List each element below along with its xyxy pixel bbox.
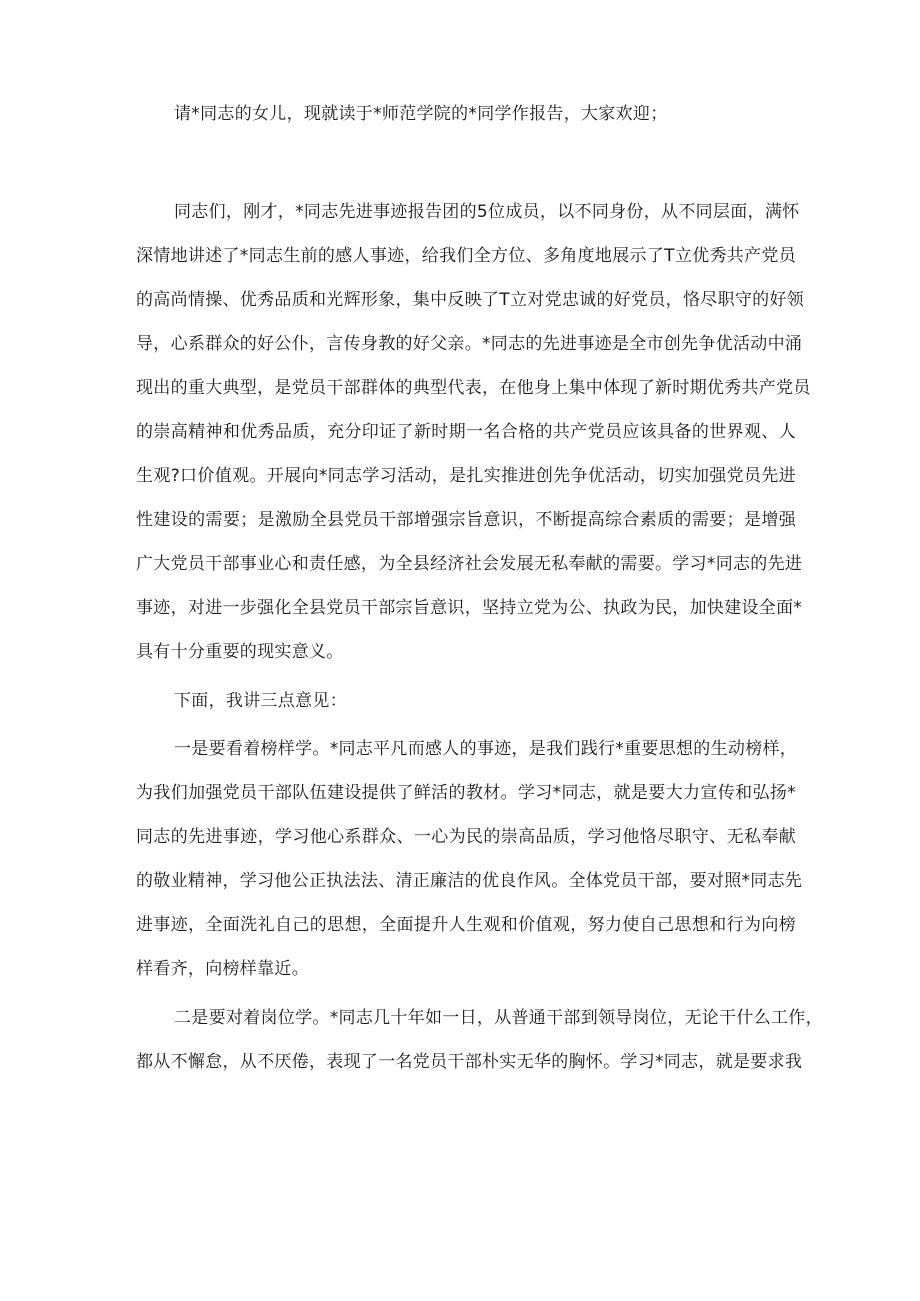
text-line: 二是要对着岗位学。*同志几十年如一日，从普通干部到领导岗位，无论干什么工作， [174,1008,823,1028]
text-line: 为我们加强党员干部队伍建设提供了鲜活的教材。学习*同志，就是要大力宣传和弘扬* [136,783,796,803]
text-line: 一是要看着榜样学。*同志平凡而感人的事迹，是我们践行*重要思想的生动榜样， [174,739,798,759]
text-line: 广大党员干部事业心和责任感，为全县经济社会发展无私奉献的需要。学习*同志的先进 [136,554,803,574]
text-line: 性建设的需要；是激励全县党员干部增强宗旨意识，不断提高综合素质的需要；是增强 [136,510,796,530]
intro-line: 请*同志的女儿，现就读于*师范学院的*同学作报告，大家欢迎； [174,104,668,124]
text-line: 深情地讲述了*同志生前的感人事迹，给我们全方位、多角度地展示了T立优秀共产党员 [136,246,796,266]
text-line: 具有十分重要的现实意义。 [136,642,344,662]
points-intro-line: 下面，我讲三点意见： [174,691,347,711]
text-line: 现出的重大典型，是党员干部群体的典型代表，在他身上集中体现了新时期优秀共产党员 [136,378,811,398]
text-line: 事迹，对进一步强化全县党员干部宗旨意识，坚持立党为公、执政为民，加快建设全面* [136,598,803,618]
text-line: 的高尚情操、优秀品质和光辉形象，集中反映了T立对党忠诚的好党员，恪尽职守的好领 [136,290,805,310]
text-line: 的敬业精神，学习他公正执法法、清正廉洁的优良作风。全体党员干部，要对照*同志先 [136,871,803,891]
text-line: 样看齐，向榜样靠近。 [136,959,309,979]
text-line: 都从不懈怠，从不厌倦，表现了一名党员干部朴实无华的胸怀。学习*同志，就是要求我 [136,1052,803,1072]
text-line: 进事迹，全面洗礼自己的思想，全面提升人生观和价值观，努力使自己思想和行为向榜 [136,915,796,935]
text-line: 同志们，刚才，*同志先进事迹报告团的5位成员，以不同身份，从不同层面，满怀 [174,202,800,222]
text-line: 的崇高精神和优秀品质，充分印证了新时期一名合格的共产党员应该具备的世界观、人 [136,422,796,442]
text-line: 生观?口价值观。开展向*同志学习活动，是扎实推进创先争优活动，切实加强党员先进 [136,466,796,486]
text-line: 导，心系群众的好公仆，言传身教的好父亲。*同志的先进事迹是全市创先争优活动中涌 [136,334,803,354]
text-line: 同志的先进事迹，学习他心系群众、一心为民的崇高品质，学习他恪尽职守、无私奉献 [136,827,796,847]
